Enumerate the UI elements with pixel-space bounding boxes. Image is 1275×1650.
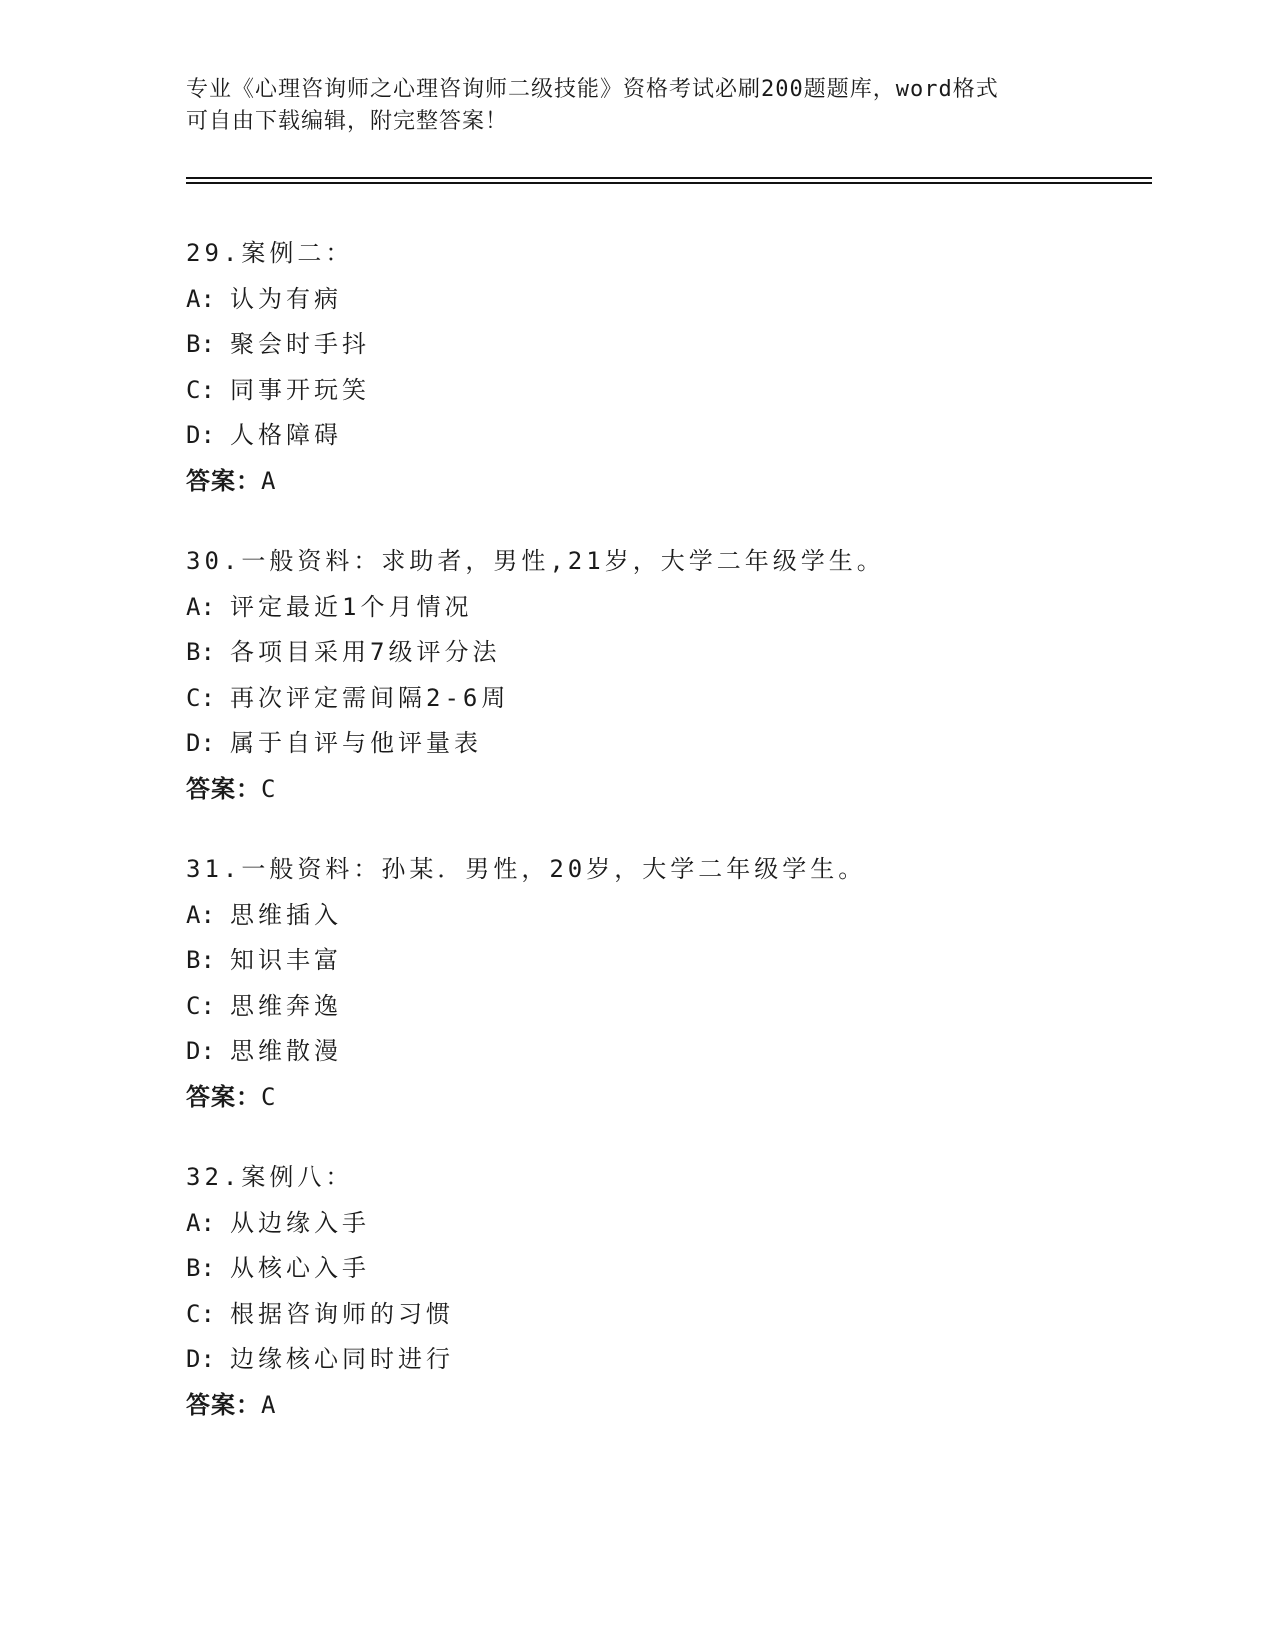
header-divider-bottom (186, 182, 1152, 184)
question-list (186, 231, 1146, 1463)
option-text: 认为有病 (230, 284, 342, 313)
option-c (186, 676, 1146, 722)
option-letter: A: (186, 900, 215, 929)
answer-label: 答案： (186, 1390, 261, 1419)
header-divider-top (186, 177, 1152, 179)
option-letter: B: (186, 330, 215, 358)
option-letter: B: (186, 946, 215, 974)
option-text: 同事开玩笑 (230, 375, 370, 404)
option-letter: B: (186, 638, 215, 666)
option-d (186, 413, 1146, 459)
question-30 (186, 539, 1146, 812)
answer-line (186, 1075, 1146, 1121)
option-b (186, 938, 1146, 984)
answer-label: 答案： (186, 466, 261, 495)
option-text: 各项目采用7级评分法 (230, 638, 501, 666)
option-d (186, 1029, 1146, 1075)
option-text: 评定最近1个月情况 (230, 592, 473, 621)
answer-label: 答案： (186, 1082, 261, 1111)
option-text: 属于自评与他评量表 (230, 729, 482, 757)
option-letter: D: (186, 421, 215, 449)
question-stem: 32.案例八： (186, 1163, 354, 1191)
question-29 (186, 231, 1146, 504)
option-text: 思维奔逸 (230, 991, 342, 1020)
answer-value: C (261, 774, 277, 803)
option-letter: C: (186, 375, 215, 404)
option-d (186, 1337, 1146, 1383)
option-letter: B: (186, 1254, 215, 1282)
header-subtitle-line: 可自由下载编辑，附完整答案！ (186, 109, 509, 134)
option-letter: A: (186, 592, 215, 621)
answer-line (186, 767, 1146, 813)
answer-label: 答案： (186, 774, 261, 803)
option-text: 聚会时手抖 (230, 330, 370, 358)
option-b (186, 630, 1146, 676)
option-letter: D: (186, 1037, 215, 1065)
option-letter: A: (186, 1208, 215, 1237)
option-c (186, 1292, 1146, 1338)
option-letter: C: (186, 1299, 215, 1328)
option-a (186, 893, 1146, 939)
option-text: 知识丰富 (230, 946, 342, 974)
option-b (186, 322, 1146, 368)
question-31 (186, 847, 1146, 1120)
option-text: 从核心入手 (230, 1254, 370, 1282)
option-text: 再次评定需间隔2-6周 (230, 683, 510, 712)
answer-value: A (261, 1390, 277, 1419)
option-text: 边缘核心同时进行 (230, 1345, 454, 1373)
option-a (186, 277, 1146, 323)
option-c (186, 368, 1146, 414)
option-letter: A: (186, 284, 215, 313)
document-header (186, 74, 1086, 138)
answer-value: C (261, 1082, 277, 1111)
option-text: 从边缘入手 (230, 1208, 370, 1237)
option-letter: D: (186, 729, 215, 757)
option-letter: D: (186, 1345, 215, 1373)
option-c (186, 984, 1146, 1030)
option-text: 人格障碍 (230, 421, 342, 449)
answer-line (186, 1383, 1146, 1429)
option-text: 思维插入 (230, 900, 342, 929)
option-a (186, 1201, 1146, 1247)
option-letter: C: (186, 683, 215, 712)
question-stem: 29.案例二： (186, 239, 354, 267)
option-text: 根据咨询师的习惯 (230, 1299, 454, 1328)
option-a (186, 585, 1146, 631)
header-title-line: 专业《心理咨询师之心理咨询师二级技能》资格考试必刷200题题库，word格式 (186, 77, 999, 102)
option-text: 思维散漫 (230, 1037, 342, 1065)
question-stem: 31.一般资料：孙某．男性，20岁，大学二年级学生。 (186, 855, 867, 883)
option-letter: C: (186, 991, 215, 1020)
option-b (186, 1246, 1146, 1292)
question-32 (186, 1155, 1146, 1428)
question-stem: 30.一般资料：求助者，男性,21岁，大学二年级学生。 (186, 547, 885, 575)
answer-line (186, 459, 1146, 505)
answer-value: A (261, 466, 277, 495)
option-d (186, 721, 1146, 767)
